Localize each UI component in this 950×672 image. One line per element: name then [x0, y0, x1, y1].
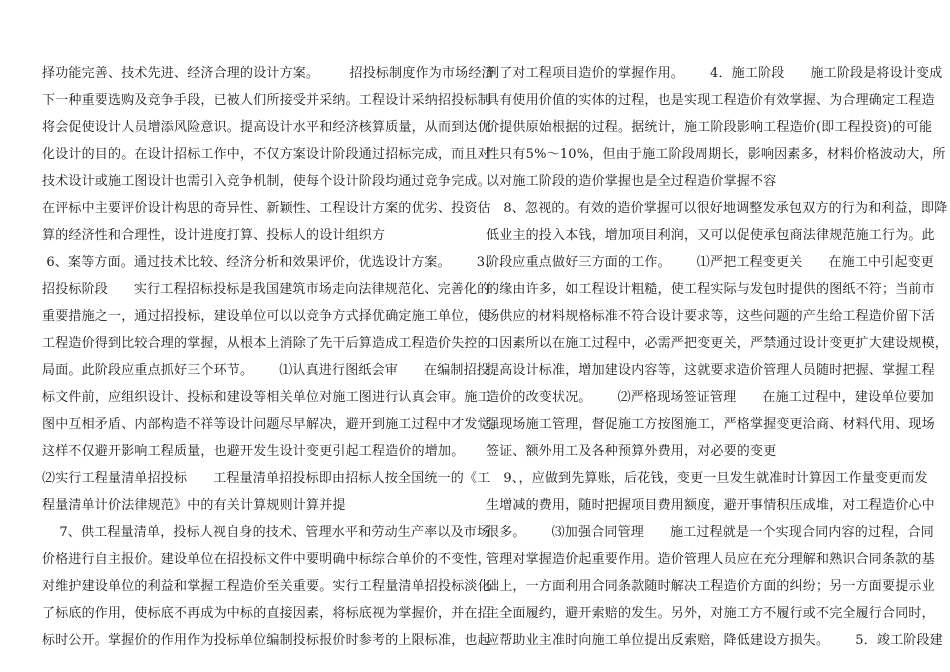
- right-column-line: 低业主的投入本钱，增加项目利润，又可以促使承包商法律规范施工行为。此: [486, 228, 935, 243]
- right-column-line: 管理对掌握造价起重要作用。造价管理人员应在充分理解和熟识合同条款的基: [486, 552, 935, 567]
- right-text-column: [486, 60, 949, 654]
- right-column-line: 强现场施工管理，督促施工方按图施工，严格掌握变更洽商、材料代用、现场: [486, 417, 935, 432]
- right-column-line: 础上，一方面利用合同条款随时解决工程造价方面的纠纷；另一方面要提示业: [486, 579, 935, 594]
- left-column-line: 在评标中主要评价设计构思的奇异性、新颖性、工程设计方案的优劣、投资估: [42, 201, 491, 216]
- left-column-line: 重要措施之一，通过招投标，建设单位可以以竞争方式择优确定施工单位，使: [42, 309, 491, 324]
- left-column-line: 将会促使设计人员增添风险意识。提高设计水平和经济核算质量，从而到达优: [42, 120, 491, 135]
- left-text-column: [42, 60, 505, 654]
- left-column-line: 工程造价得到比较合理的掌握，从根本上消除了先干后算造成工程造价失控的: [42, 336, 491, 351]
- left-column-line: 这样不仅避开影响工程质量，也避开发生设计变更引起工程造价的增加。: [42, 444, 465, 459]
- right-column-line: 生增减的费用，随时把握项目费用额度，避开事情积压成堆，对工程造价心中: [486, 498, 935, 513]
- left-column-line: 算的经济性和合理性，设计进度打算、投标人的设计组织方: [42, 228, 386, 243]
- left-column-line: 图中互相矛盾、内部构造不祥等设计问题尽早解决，避开到施工过程中才发觉。: [42, 417, 505, 432]
- right-column-line: 以对施工阶段的造价掌握也是全过程造价掌握不容: [486, 174, 777, 189]
- left-column-line: 了标底的作用，使标底不再成为中标的直接因素，将标底视为掌握价，并在招: [42, 606, 491, 621]
- left-column-line: 标文件前，应组织设计、投标和建设等相关单位对施工图进行认真会审。施工: [42, 390, 491, 405]
- left-column-line: ⑵实行工程量清单招投标 工程量清单招投标即由招标人按全国统一的《工: [42, 471, 491, 486]
- right-column-line: 口因素所以在施工过程中，必需严把变更关，严禁通过设计变更扩大建设规模，: [486, 336, 949, 351]
- right-column-line: 应帮助业主准时向施工单位提出反索赔，降低建设方损失。 5．竣工阶段建: [486, 633, 943, 648]
- right-column-line: 很多。 ⑶加强合同管理 施工过程就是一个实现合同内容的过程，合同: [486, 525, 934, 540]
- left-column-line: 局面。此阶段应重点抓好三个环节。 ⑴认真进行图纸会审 在编制招投: [42, 363, 490, 378]
- right-column-line: 性只有5%～10%，但由于施工阶段周期长，影响因素多，材料价格波动大，所: [486, 147, 946, 162]
- left-column-line: 6、案等方面。通过技术比较、经济分析和效果评价，优选设计方案。 3、: [42, 255, 499, 270]
- right-column-line: 价提供原始根据的过程。据统计，施工阶段影响工程造价(即工程投资)的可能: [486, 120, 933, 135]
- right-column-line: 主全面履约，避开索赔的发生。另外，对施工方不履行或不完全履行合同时，: [486, 606, 935, 621]
- left-column-line: 技术设计或施工图设计也需引入竞争机制，使每个设计阶段均通过竞争完成。: [42, 174, 491, 189]
- left-column-line: 7、供工程量清单，投标人视自身的技术、管理水平和劳动生产率以及市场: [42, 525, 491, 540]
- right-column-line: 具有使用价值的实体的过程，也是实现工程造价有效掌握、为合理确定工程造: [486, 93, 935, 108]
- right-column-line: 到了对工程项目造价的掌握作用。 4．施工阶段 施工阶段是将设计变成: [486, 66, 943, 81]
- right-column-line: 签证、额外用工及各种预算外费用，对必要的变更: [486, 444, 777, 459]
- left-column-line: 下一种重要选购及竞争手段，已被人们所接受并采纳。工程设计采纳招投标制: [42, 93, 491, 108]
- left-column-line: 程量清单计价法律规范》中的有关计算规则计算并提: [42, 498, 346, 513]
- left-column-line: 对维护建设单位的利益和掌握工程造价至关重要。实行工程量清单招投标淡化: [42, 579, 491, 594]
- right-column-line: 9、，应做到先算账，后花钱，变更一旦发生就准时计算因工作量变更而发: [486, 471, 928, 486]
- left-column-line: 标时公开。掌握价的作用作为投标单位编制投标报价时参考的上限标准，也起: [42, 633, 491, 648]
- left-column-line: 化设计的目的。在设计招标工作中，不仅方案设计阶段通过招标完成，而且对: [42, 147, 491, 162]
- left-column-line: 择功能完善、技术先进、经济合理的设计方案。 招投标制度作为市场经济: [42, 66, 495, 81]
- right-column-line: 造价的改变状况。 ⑵严格现场签证管理 在施工过程中，建设单位要加: [486, 390, 934, 405]
- right-column-line: 8、忽视的。有效的造价掌握可以很好地调整发承包双方的行为和利益，即降: [486, 201, 948, 216]
- left-column-line: 招投标阶段 实行工程招标投标是我国建筑市场走向法律规范化、完善化的: [42, 282, 491, 297]
- right-column-line: 阶段应重点做好三方面的工作。 ⑴严把工程变更关 在施工中引起变更: [486, 255, 934, 270]
- right-column-line: 提高设计标准，增加建设内容等，这就要求造价管理人员随时把握、掌握工程: [486, 363, 935, 378]
- right-column-line: 场供应的材料规格标准不符合设计要求等，这些问题的产生给工程造价留下活: [486, 309, 935, 324]
- left-column-line: 价格进行自主报价。建设单位在招投标文件中要明确中标综合单价的不变性，: [42, 552, 491, 567]
- right-column-line: 的缘由许多，如工程设计粗糙，使工程实际与发包时提供的图纸不符；当前市: [486, 282, 935, 297]
